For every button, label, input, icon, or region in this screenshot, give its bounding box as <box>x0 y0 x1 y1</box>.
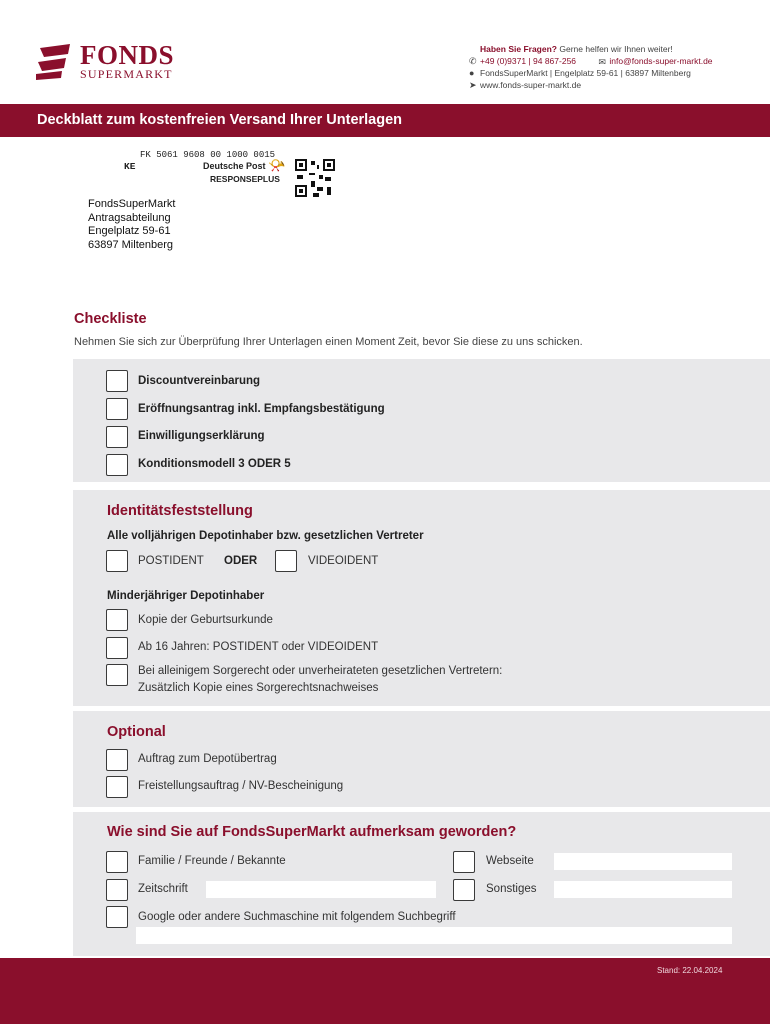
minor-item: Ab 16 Jahren: POSTIDENT oder VIDEOIDENT <box>138 641 379 653</box>
checkbox-familie[interactable] <box>106 851 128 873</box>
source-panel <box>73 812 770 956</box>
oder-label: ODER <box>224 555 258 567</box>
videoident-label: VIDEOIDENT <box>308 555 379 567</box>
source-family-label: Familie / Freunde / Bekannte <box>138 855 286 867</box>
source-other-label: Sonstiges <box>486 883 537 895</box>
checklist-item: Einwilligungserklärung <box>138 430 265 442</box>
logo-subtitle: SUPERMARKT <box>80 67 173 81</box>
checklist-panel <box>73 359 770 482</box>
recipient-line: 63897 Miltenberg <box>88 238 174 251</box>
checkbox-postident[interactable] <box>106 550 128 572</box>
mail-icon: ✉ <box>598 57 606 67</box>
checkbox-freistellungsauftrag[interactable] <box>106 776 128 798</box>
other-field[interactable] <box>554 881 732 898</box>
contact-address: FondsSuperMarkt | Engelplatz 59-61 | 63897 Miltenberg <box>480 68 691 78</box>
recipient-line: FondsSuperMarkt <box>88 198 176 210</box>
identity-title: Identitätsfeststellung <box>107 503 253 519</box>
contact-help: Gerne helfen wir Ihnen weiter! <box>559 44 673 54</box>
checkbox-geburtsurkunde[interactable] <box>106 609 128 631</box>
checkbox-suchmaschine[interactable] <box>106 906 128 928</box>
contact-phone[interactable]: +49 (0)9371 | 94 867-256 <box>480 56 577 66</box>
logo-word: FONDS <box>80 40 175 70</box>
checkbox-ab-16[interactable] <box>106 637 128 659</box>
source-search-label: Google oder andere Suchmaschine mit folgendem Suchbegriff <box>138 911 456 923</box>
postage-ke: KE <box>124 161 136 172</box>
postage-line: FK 5061 9608 00 1000 0015 <box>140 150 276 160</box>
recipient-address <box>88 198 175 252</box>
search-term-field[interactable] <box>136 927 732 944</box>
posthorn-icon: 📯 <box>268 159 286 175</box>
location-pin-icon: ● <box>469 68 475 78</box>
checkbox-zeitschrift[interactable] <box>106 879 128 901</box>
contact-email[interactable]: info@fonds-super-markt.de <box>609 56 713 66</box>
adults-heading: Alle volljährigen Depotinhaber bzw. gesetzlichen Vertreter <box>107 530 424 542</box>
footer-bar <box>0 958 770 1024</box>
fondssupermarkt-logo <box>36 42 186 82</box>
phone-icon: ✆ <box>469 56 477 66</box>
checklist-item: Discountvereinbarung <box>138 375 261 387</box>
source-magazine-label: Zeitschrift <box>138 883 188 895</box>
checklist-subtitle: Nehmen Sie sich zur Überprüfung Ihrer Unterlagen einen Moment Zeit, bevor Sie diese zu uns schicken. <box>74 336 583 348</box>
qr-code-icon <box>295 159 335 197</box>
checkbox-depotuebertrag[interactable] <box>106 749 128 771</box>
optional-panel <box>73 711 770 807</box>
checklist-title: Checkliste <box>74 311 147 327</box>
checkbox-webseite[interactable] <box>453 851 475 873</box>
checklist-item: Eröffnungsantrag inkl. Empfangsbestätigung <box>138 403 385 415</box>
title-banner <box>0 104 770 137</box>
contact-website[interactable]: www.fonds-super-markt.de <box>480 80 582 90</box>
source-title: Wie sind Sie auf FondsSuperMarkt aufmerksam geworden? <box>107 824 517 840</box>
optional-title: Optional <box>107 724 166 740</box>
page-title: Deckblatt zum kostenfreien Versand Ihrer Unterlagen <box>37 112 403 128</box>
checkbox-discount[interactable] <box>106 370 128 392</box>
checklist-item: Konditionsmodell 3 ODER 5 <box>138 458 291 470</box>
postage-carrier: Deutsche Post <box>203 161 266 171</box>
minor-item: Bei alleinigem Sorgerecht oder unverheirateten gesetzlichen Vertretern: <box>138 665 503 677</box>
address-block <box>88 150 348 260</box>
postident-label: POSTIDENT <box>138 555 204 567</box>
checkbox-konditionsmodell[interactable] <box>106 454 128 476</box>
contact-block <box>469 43 713 91</box>
identity-panel <box>73 490 770 706</box>
minor-item-line2: Zusätzlich Kopie eines Sorgerechtsnachweises <box>138 682 379 694</box>
checkbox-videoident[interactable] <box>275 550 297 572</box>
checkbox-sorgerecht[interactable] <box>106 664 128 686</box>
recipient-line: Antragsabteilung <box>88 211 171 224</box>
magazine-field[interactable] <box>206 881 436 898</box>
logo-mark-icon <box>36 42 72 80</box>
stand-date: Stand: 22.04.2024 <box>657 966 723 975</box>
postage-service: RESPONSEPLUS <box>210 174 280 184</box>
recipient-line: Engelplatz 59-61 <box>88 225 171 237</box>
checkbox-eroeffnungsantrag[interactable] <box>106 398 128 420</box>
checkbox-sonstiges[interactable] <box>453 879 475 901</box>
cursor-icon: ➤ <box>469 80 477 90</box>
website-field[interactable] <box>554 853 732 870</box>
optional-item: Freistellungsauftrag / NV-Bescheinigung <box>138 780 344 792</box>
minor-item: Kopie der Geburtsurkunde <box>138 614 273 626</box>
source-website-label: Webseite <box>486 855 534 867</box>
checkbox-einwilligung[interactable] <box>106 426 128 448</box>
contact-question: Haben Sie Fragen? <box>480 44 557 54</box>
optional-item: Auftrag zum Depotübertrag <box>138 753 277 765</box>
minors-heading: Minderjähriger Depotinhaber <box>107 590 265 602</box>
